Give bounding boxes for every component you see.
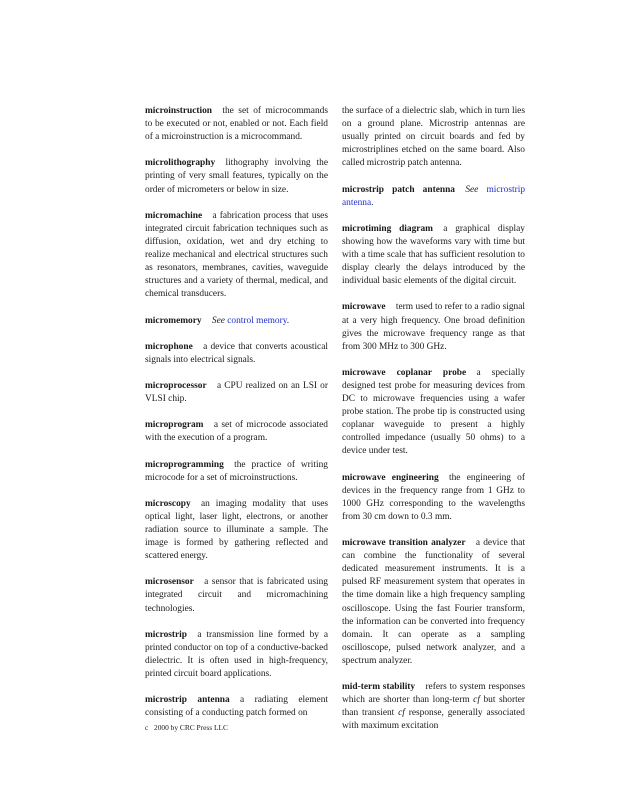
entry-microlithography bbox=[145, 157, 328, 196]
entry-definition: a radiating element consisting of a conducting patch formed on bbox=[145, 695, 329, 719]
entry-term: microsensor bbox=[145, 577, 194, 588]
entry-microprocessor bbox=[145, 380, 328, 406]
entry-microprogram bbox=[145, 419, 328, 445]
entry-microwave-engineering bbox=[342, 472, 525, 524]
entry-definition: a set of microcode associated with the execution of a program. bbox=[145, 420, 328, 444]
entry-term: microstrip bbox=[145, 629, 188, 640]
entry-microscopy bbox=[145, 498, 328, 563]
entry-microtiming-diagram bbox=[342, 223, 525, 288]
entry-mid-term-stability bbox=[342, 681, 525, 733]
entry-term: microstrip patch antenna bbox=[342, 184, 455, 195]
entry-microstrip-antenna bbox=[145, 694, 328, 720]
entry-term: microinstruction bbox=[145, 106, 213, 116]
entry-term: mid-term stability bbox=[342, 682, 416, 693]
entry-continuation bbox=[342, 105, 525, 170]
entry-microwave-transition-analyzer bbox=[342, 537, 525, 668]
entry-term: microphone bbox=[145, 341, 193, 352]
entry-definition: a device that converts acoustical signals into electrical signals. bbox=[145, 341, 328, 365]
entry-term: microtiming diagram bbox=[342, 223, 433, 234]
entry-definition-part: cf bbox=[473, 695, 480, 706]
entry-microinstruction bbox=[145, 105, 328, 144]
see-label: See bbox=[465, 184, 479, 195]
entry-term: microprogram bbox=[145, 420, 204, 431]
entry-definition: a device that can combine the functionality of several dedicated measurement instruments. It is a pulsed RF measurement system that operates in the time domain like a high frequency sampling oscilloscope. Using the fast Fourier transform, the information can be converted into frequency domain. It can operate as a sampling oscilloscope, pulsed network analyzer, and a spectrum analyzer. bbox=[342, 538, 525, 666]
cross-reference-link[interactable]: microstrip antenna bbox=[342, 184, 526, 208]
entry-term: microstrip antenna bbox=[145, 695, 230, 706]
right-column bbox=[342, 105, 525, 747]
entry-term: microscopy bbox=[145, 498, 191, 509]
entry-term: microwave coplanar probe bbox=[342, 367, 467, 378]
entry-definition: the surface of a dielectric slab, which in turn lies on a ground plane. Microstrip antennas are usually printed on circuit boards and fed by microstriplines etched on the same board. Also called microstrip patch antenna. bbox=[342, 106, 525, 169]
entry-term: microprogramming bbox=[145, 459, 224, 470]
entry-definition-part: but shorter than transient bbox=[342, 695, 526, 719]
see-label: See bbox=[211, 315, 225, 326]
entry-term: micromachine bbox=[145, 210, 203, 221]
left-column bbox=[145, 105, 328, 734]
entry-term: microwave transition analyzer bbox=[342, 538, 466, 549]
entry-term: microprocessor bbox=[145, 380, 207, 391]
entry-definition: the set of microcommands to be executed or not, enabled or not. Each field of a microinstruction is a microcommand. bbox=[145, 106, 328, 143]
entry-definition: lithography involving the printing of very small features, typically on the order of micrometers or below in size. bbox=[145, 158, 328, 195]
entry-definition: a sensor that is fabricated using integrated circuit and micromachining technologies. bbox=[145, 577, 328, 614]
entry-microwave bbox=[342, 301, 525, 353]
copyright-footer: c⃝2000 by CRC Press LLC bbox=[145, 723, 228, 732]
entry-definition: a specially designed test probe for measuring devices from DC to microwave frequencies using a wafer probe station. The probe tip is constructed using coplanar waveguide to present a highly controlled impedance (usually 50 ohms) to a device under test. bbox=[342, 367, 526, 457]
entry-definition: the practice of writing microcode for a set of microinstructions. bbox=[145, 459, 328, 483]
entry-punctuation: . bbox=[286, 315, 290, 326]
entry-microwave-coplanar-probe bbox=[342, 367, 525, 459]
entry-definition: an imaging modality that uses optical light, laser light, electrons, or another radiation source to illuminate a sample. The image is formed by gathering reflected and scattered energy. bbox=[145, 498, 328, 562]
entry-definition: a fabrication process that uses integrated circuit fabrication techniques such as diffusion, oxidation, wet and dry etching to realize mechanical and electrical structures such as resonators, membranes, cavities, waveguide structures and a variety of thermal, medical, and chemical transducers. bbox=[145, 210, 328, 300]
entry-definition: a CPU realized on an LSI or VLSI chip. bbox=[145, 380, 328, 405]
entry-definition-part: refers to system responses which are shorter than long-term bbox=[342, 682, 525, 706]
entry-definition: term used to refer to a radio signal at a very high frequency. One broad definition gives the microwave frequency range as that from 300 MHz to 300 GHz. bbox=[342, 302, 525, 352]
entry-definition: a graphical display showing how the waveforms vary with time but with a time scale that has sufficient resolution to display clearly the delays introduced by the individual basic elements of the digital circuit. bbox=[342, 223, 525, 287]
entry-micromachine bbox=[145, 210, 328, 302]
entry-micromemory bbox=[145, 315, 328, 328]
cross-reference-link[interactable]: control memory bbox=[227, 315, 287, 326]
entry-microphone bbox=[145, 341, 328, 367]
entry-definition: a transmission line formed by a printed conductor on top of a conductive-backed dielectric. It is often used in high-frequency, printed circuit board applications. bbox=[145, 629, 328, 680]
entry-microstrip-patch-antenna bbox=[342, 184, 525, 210]
entry-punctuation: . bbox=[371, 197, 374, 208]
entry-definition: the engineering of devices in the frequency range from 1 GHz to 1000 GHz corresponding to the wavelengths from 30 cm down to 0.3 mm. bbox=[342, 472, 525, 522]
entry-definition-part: response, generally associated with maximum excitation bbox=[342, 708, 525, 732]
entry-term: microwave engineering bbox=[342, 472, 439, 483]
entry-microprogramming bbox=[145, 459, 328, 485]
entry-microsensor bbox=[145, 576, 328, 615]
entry-term: micromemory bbox=[145, 315, 202, 326]
entry-microstrip bbox=[145, 629, 328, 681]
entry-term: microwave bbox=[342, 302, 386, 313]
entry-definition-part: cf bbox=[398, 708, 405, 719]
entry-term: microlithography bbox=[145, 158, 216, 169]
